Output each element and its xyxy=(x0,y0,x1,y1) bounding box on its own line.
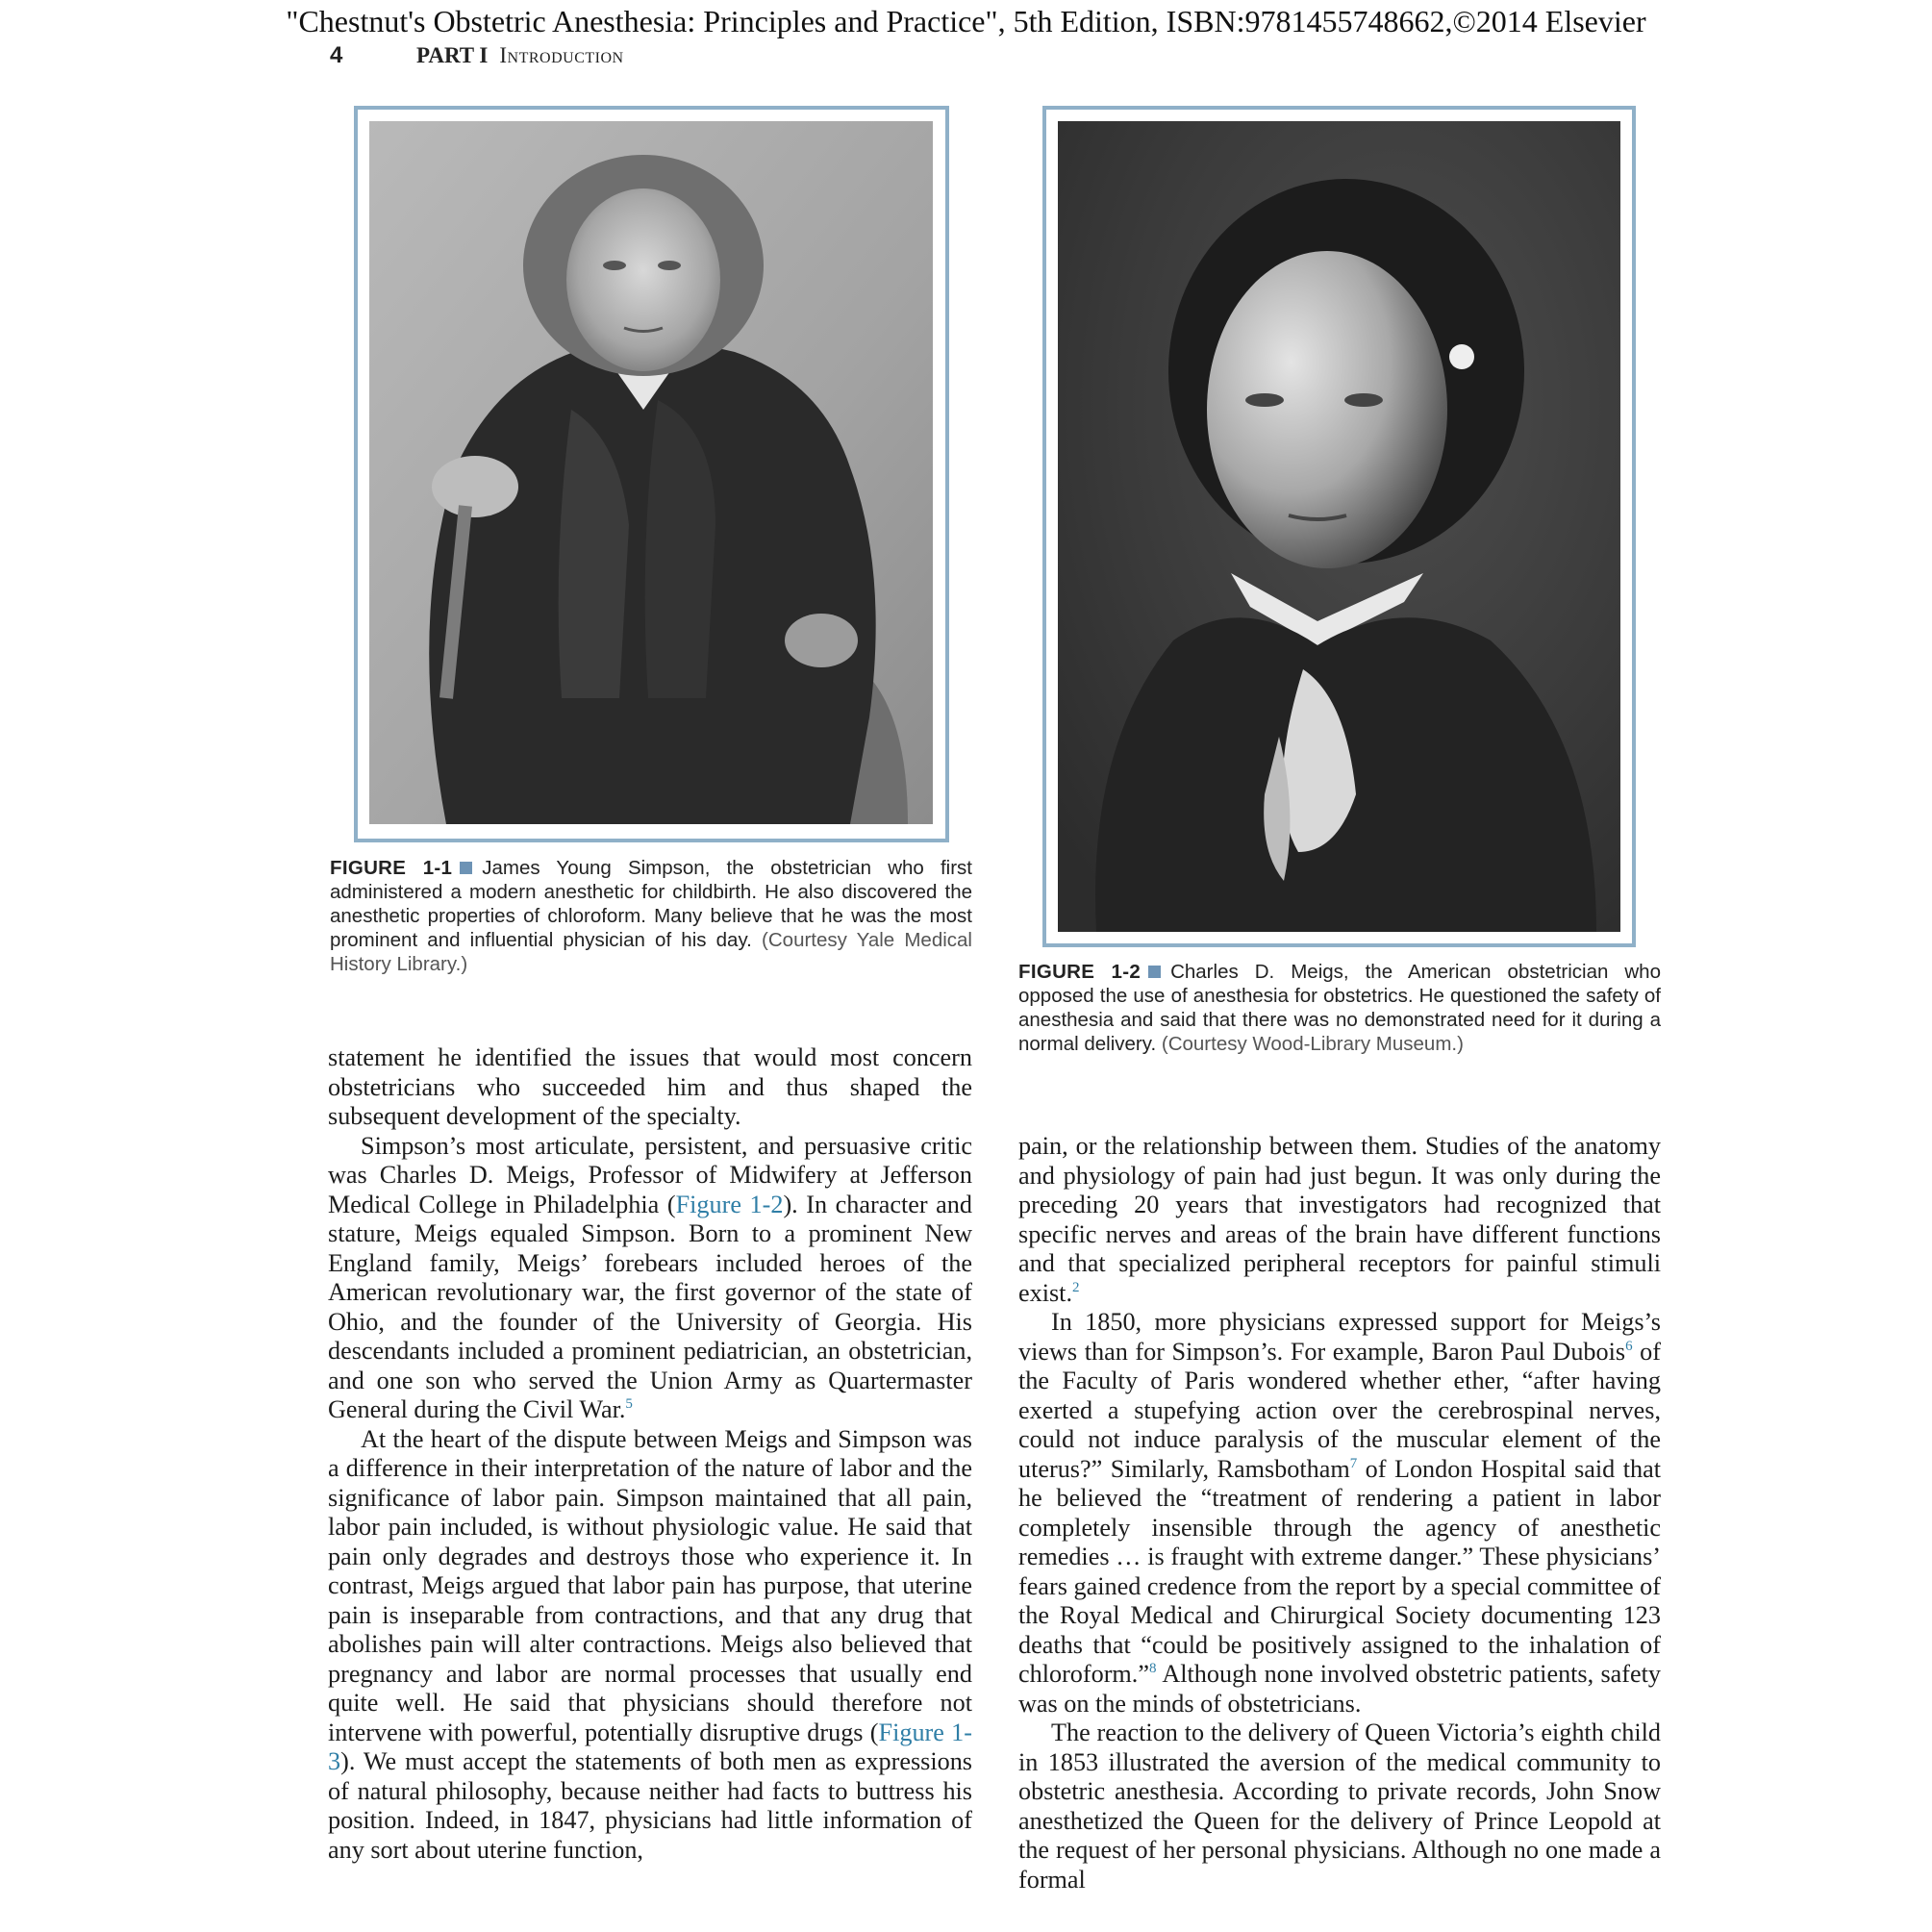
figure-1-1-credit: (Courtesy Yale Medical History Library.) xyxy=(330,929,972,975)
left-paragraph-2: Simpson’s most articulate, persistent, and persuasive critic was Charles D. Meigs, Professor of Midwifery at Jefferson Medical College in Philadelphia (Figure 1-2). In character and stature, Meigs equaled Simpson. Born to a prominent New England family, Meigs’ forebears included heroes of the American revolutionary war, the first governor of the state of Ohio, and the founder of the University of Georgia. His descendants included a prominent pediatrician, an obstetrician, and one son who served the Union Army as Quartermaster General during the Civil War.$^5$ xyxy=(328,1131,972,1423)
figure-1-2-label: FIGURE 1-2 xyxy=(1018,961,1142,983)
left-paragraph-1: statement he identified the issues that would most concern obstetricians who succeeded him and thus shaped the subsequent development of the specialty. xyxy=(328,1043,972,1130)
section-title: Introduction xyxy=(499,43,624,67)
right-paragraph-3: The reaction to the delivery of Queen Victoria’s eighth child in 1853 illustrated the aversion of the medical community to obstetric anesthesia. According to private records, John Snow anesthetized the Queen for the delivery of Prince Leopold at the request of her personal physicians. Although no one made a formal xyxy=(1018,1719,1661,1894)
figure-1-2-caption xyxy=(1018,960,1661,1056)
figure-1-2-link[interactable]: Figure 1-2 xyxy=(675,1190,784,1218)
right-text-column xyxy=(1018,1132,1661,1894)
right-paragraph-1: pain, or the relationship between them. Studies of the anatomy and physiology of pain had just begun. It was only during the preceding 20 years that investigators had recognized that specific nerves and areas of the brain have different functions and that specialized peripheral receptors for painful stimuli exist.$^2$ xyxy=(1018,1132,1661,1307)
figure-1-2-credit: (Courtesy Wood-Library Museum.) xyxy=(1161,1033,1464,1055)
running-head xyxy=(330,42,624,69)
citation-8-link[interactable]: 8 xyxy=(1148,1661,1157,1676)
caption-square-icon xyxy=(1148,966,1161,978)
citation-2-link[interactable]: 2 xyxy=(1072,1279,1080,1295)
citation-6-link[interactable]: 6 xyxy=(1625,1338,1633,1354)
right-paragraph-2: In 1850, more physicians expressed support for Meigs’s views than for Simpson’s. For example, Baron Paul Dubois$^6$ of the Faculty of Paris wondered whether ether, “after having exerted a stupefying action over the cerebrospinal nerves, could not induce paralysis of the muscular element of the uterus?” Similarly, Ramsbotham$^7$ of London Hospital said that he believed the “treatment of rendering a patient in labor completely insensible through the agency of anesthetic remedies … is fraught with extreme danger.” These physicians’ fears gained credence from the report by a special committee of the Royal Medical and Chirurgical Society documenting 123 deaths that “could be positively assigned to the inhalation of chloroform.”$^8$ Although none involved obstetric patients, safety was on the minds of obstetricians. xyxy=(1018,1308,1661,1718)
figure-1-1-photo xyxy=(369,121,933,824)
left-paragraph-3: At the heart of the dispute between Meigs and Simpson was a difference in their interpretation of the nature of labor and the significance of labor pain. Simpson maintained that all pain, labor pain included, is without physiologic value. He said that pain only degrades and destroys those who experience it. In contrast, Meigs argued that labor pain has purpose, that uterine pain is inseparable from contractions, and that any drug that abolishes pain will alter contractions. Meigs also believed that pregnancy and labor are normal processes that usually end quite well. He said that physicians should therefore not intervene with powerful, potentially disruptive drugs (Figure 1-3). We must accept the statements of both men as expressions of natural philosophy, because neither had facts to buttress his position. Indeed, in 1847, physicians had little information of any sort about uterine function, xyxy=(328,1424,973,1864)
citation-5-link[interactable]: 5 xyxy=(625,1396,633,1412)
left-text-column xyxy=(328,1043,972,1865)
page-number: 4 xyxy=(330,42,343,68)
document-source-banner: "Chestnut's Obstetric Anesthesia: Principles and Practice", 5th Edition, ISBN:9781455748662,©2014 Elsevier xyxy=(286,4,1646,38)
part-label: PART I xyxy=(416,43,489,67)
figure-1-2-caption-text: Charles D. Meigs, the American obstetrician who opposed the use of anesthesia for obstetrics. He questioned the safety of anesthesia and said that there was no demonstrated need for it during a normal delivery. xyxy=(1018,961,1661,1055)
figure-1-1-label: FIGURE 1-1 xyxy=(330,857,453,879)
citation-7-link[interactable]: 7 xyxy=(1349,1455,1358,1471)
figure-1-1-caption-text: James Young Simpson, the obstetrician who first administered a modern anesthetic for childbirth. He also discovered the anesthetic properties of chloroform. Many believe that he was the most prominent and influential physician of his day. xyxy=(330,857,972,951)
figure-1-2-photo xyxy=(1058,121,1620,932)
figure-1-3-link[interactable]: Figure 1-3 xyxy=(328,1718,973,1775)
figure-1-1-caption xyxy=(330,856,972,976)
caption-square-icon xyxy=(460,862,472,874)
